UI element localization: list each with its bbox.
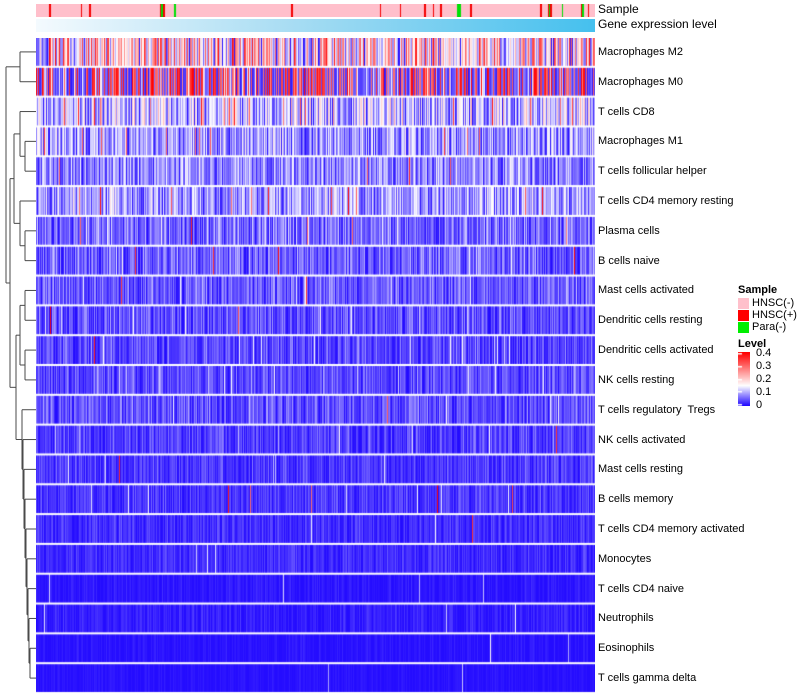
row-label: Macrophages M2 bbox=[598, 45, 683, 58]
gene-expression-annotation-label: Gene expression level bbox=[598, 17, 717, 31]
row-label: T cells regulatory Tregs bbox=[598, 403, 716, 416]
legend-item-label: HNSC(+) bbox=[752, 309, 797, 321]
legend-level-title: Level bbox=[738, 338, 767, 350]
row-label: Macrophages M0 bbox=[598, 75, 683, 88]
row-label: T cells CD4 memory resting bbox=[598, 195, 734, 207]
legend-color-swatch bbox=[738, 310, 749, 321]
row-label: Dendritic cells activated bbox=[598, 344, 714, 357]
sample-annotation-label: Sample bbox=[598, 2, 639, 16]
sample-annotation-bar bbox=[36, 4, 595, 17]
legend-level-tick-label: 0.3 bbox=[756, 360, 772, 372]
legend-item-label: HNSC(-) bbox=[752, 297, 795, 309]
legend-color-swatch bbox=[738, 322, 749, 333]
row-label: Monocytes bbox=[598, 552, 652, 565]
legend-item-label: Para(-) bbox=[752, 321, 787, 333]
row-label: T cells follicular helper bbox=[598, 165, 707, 178]
row-dendrogram bbox=[0, 0, 36, 700]
row-label: Macrophages M1 bbox=[598, 135, 683, 148]
row-label: Eosinophils bbox=[598, 642, 655, 655]
row-label: NK cells resting bbox=[598, 373, 675, 386]
legend-sample-item bbox=[738, 322, 786, 334]
row-label: NK cells activated bbox=[598, 433, 686, 446]
legend-level-tick-label: 0.4 bbox=[756, 347, 772, 359]
row-label: Plasma cells bbox=[598, 224, 660, 237]
legend-level-colorbar bbox=[738, 352, 750, 406]
row-label: T cells CD8 bbox=[598, 105, 655, 118]
row-label: Dendritic cells resting bbox=[598, 314, 703, 327]
row-label: Mast cells resting bbox=[598, 463, 683, 476]
row-label: B cells naive bbox=[598, 254, 660, 267]
row-label: T cells CD4 memory activated bbox=[598, 523, 745, 535]
legend-sample-title: Sample bbox=[738, 284, 778, 296]
row-label: B cells memory bbox=[598, 493, 674, 506]
legend-level-tick-label: 0 bbox=[756, 399, 763, 411]
legend-level-tick-label: 0.2 bbox=[756, 373, 772, 385]
row-label: T cells CD4 naive bbox=[598, 582, 684, 595]
legend-color-swatch bbox=[738, 298, 749, 309]
gene-expression-annotation-bar bbox=[36, 19, 595, 32]
legend-level-tick-label: 0.1 bbox=[756, 386, 772, 398]
row-label: Mast cells activated bbox=[598, 284, 694, 297]
row-label: T cells gamma delta bbox=[598, 672, 697, 685]
heatmap-canvas bbox=[36, 38, 595, 694]
row-label: Neutrophils bbox=[598, 612, 654, 625]
